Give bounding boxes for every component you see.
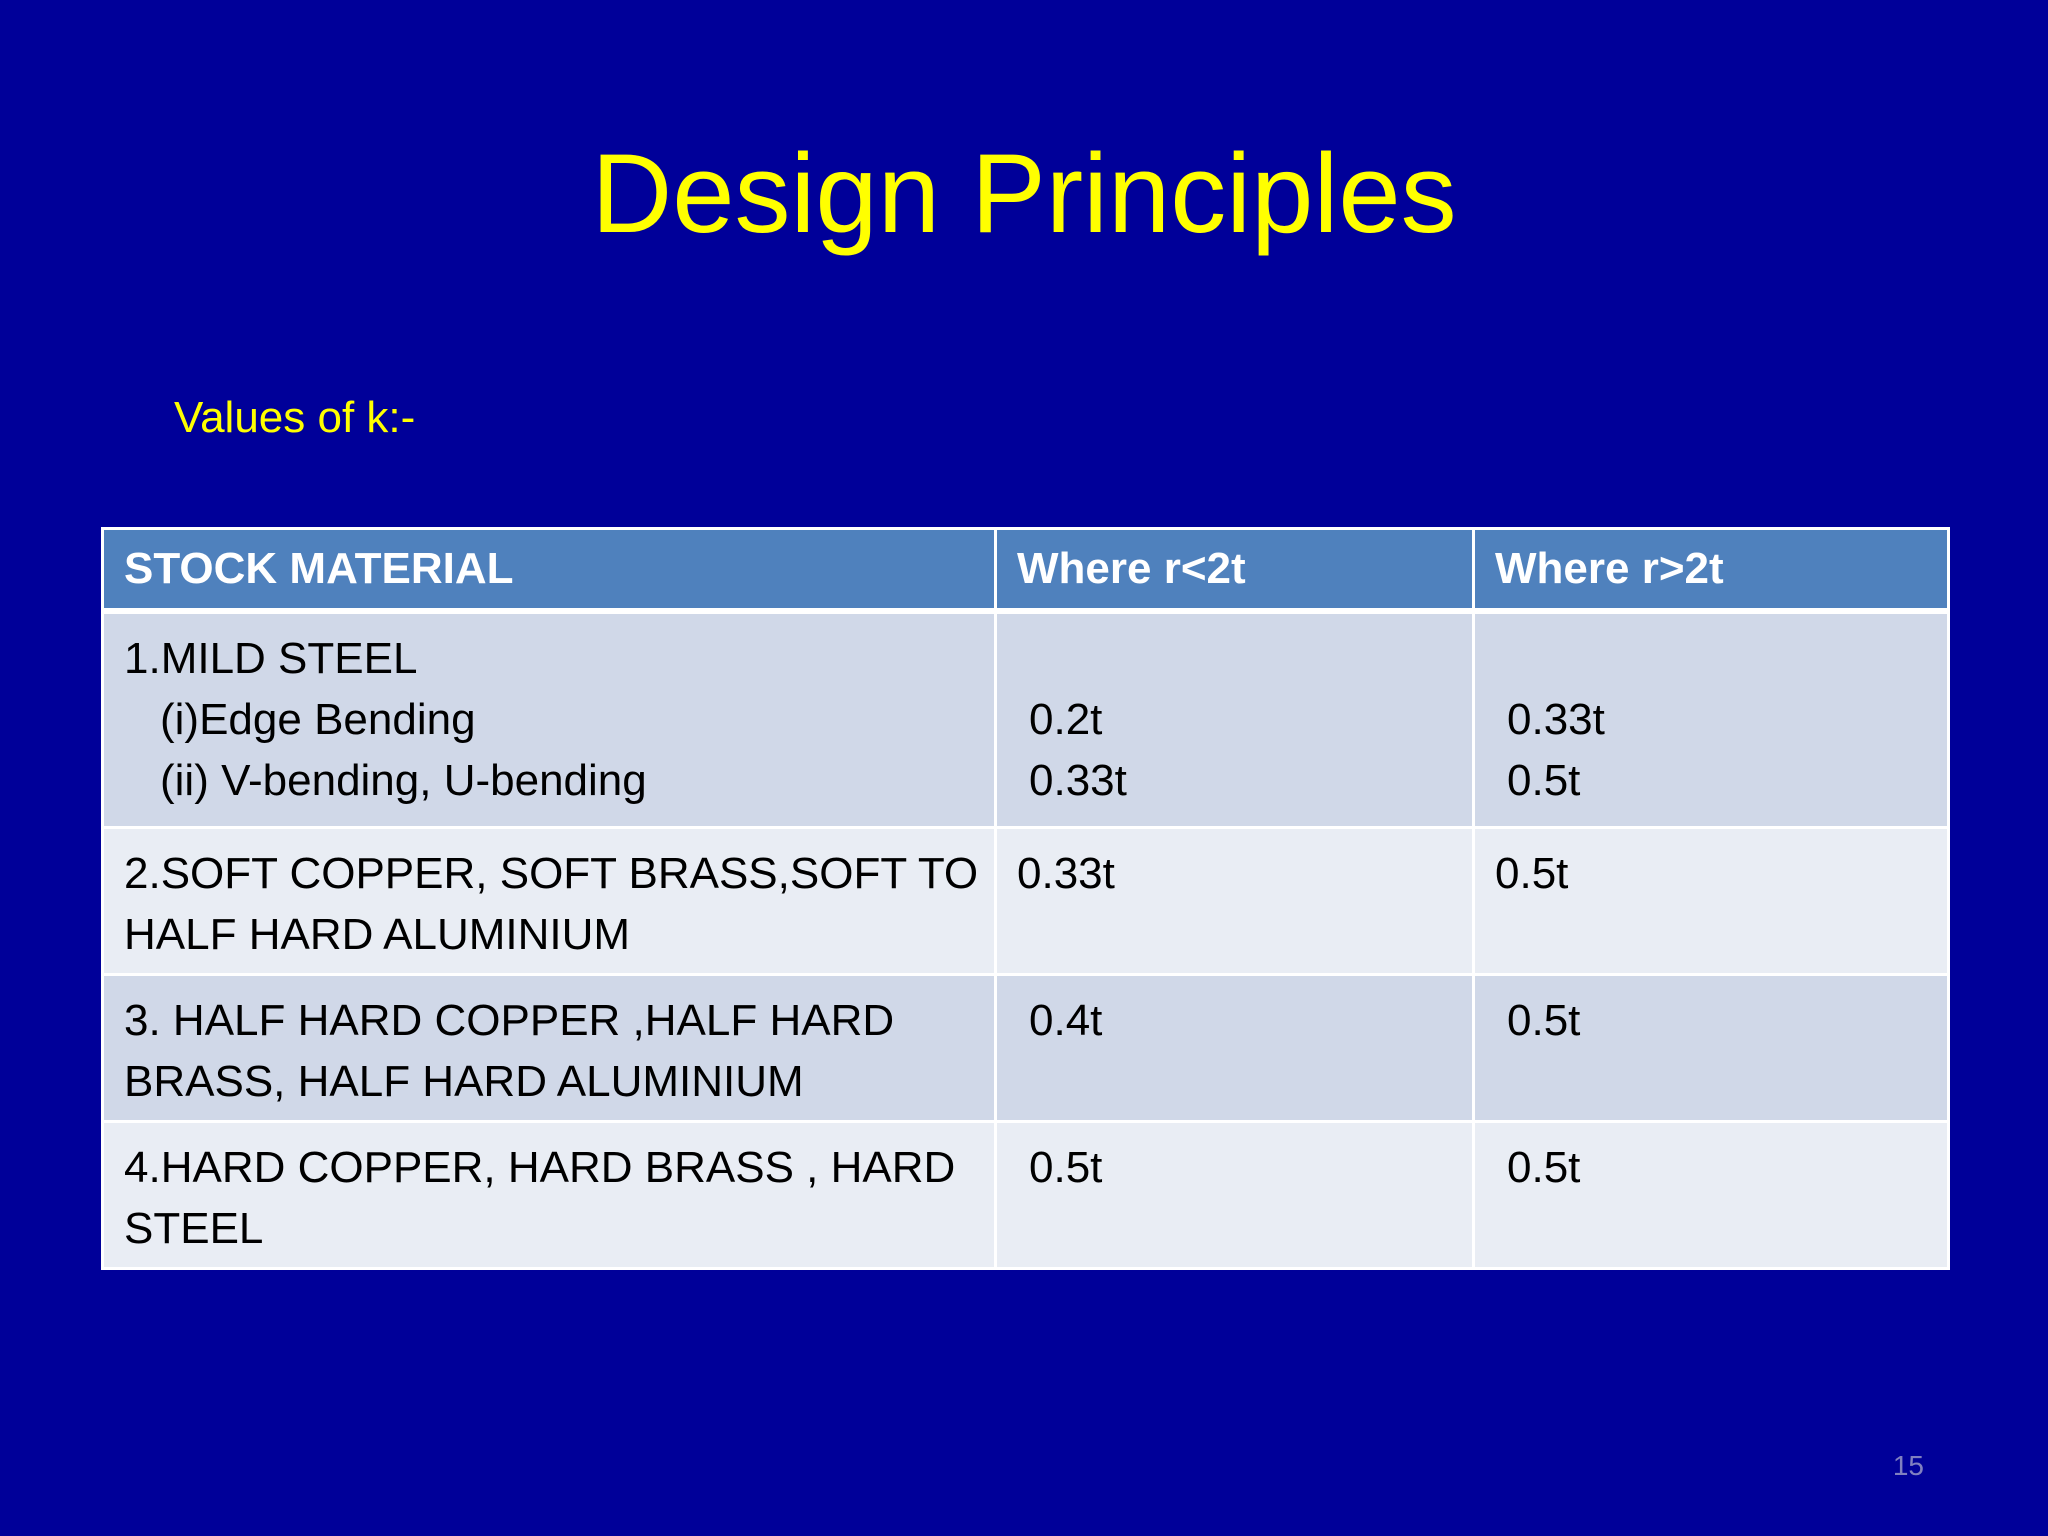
table-header-row: [103, 529, 1949, 612]
r-greater-than-2t-cell: [1474, 975, 1949, 1122]
material-line: 1.MILD STEEL: [124, 634, 418, 683]
table-row: [103, 611, 1949, 828]
k-value: 0.4t: [1029, 996, 1103, 1045]
values-of-k-label: Values of k:-: [174, 393, 416, 442]
k-value: 0.2t: [1029, 695, 1103, 744]
r-less-than-2t-cell: [996, 828, 1474, 975]
table-row: [103, 1122, 1949, 1269]
k-value: 0.33t: [1029, 756, 1127, 805]
k-value: 0.5t: [1495, 849, 1569, 898]
header-r-greater-than-2t: Where r>2t: [1474, 529, 1949, 612]
material-cell: [103, 611, 996, 828]
material-line: HALF HARD ALUMINIUM: [124, 910, 631, 959]
k-value: 0.33t: [1507, 695, 1605, 744]
table-row: [103, 975, 1949, 1122]
material-cell: [103, 1122, 996, 1269]
header-stock-material: STOCK MATERIAL: [103, 529, 996, 612]
material-cell: [103, 975, 996, 1122]
material-line: 3. HALF HARD COPPER ,HALF HARD: [124, 996, 895, 1045]
material-line: 2.SOFT COPPER, SOFT BRASS,SOFT TO: [124, 849, 979, 898]
material-line: STEEL: [124, 1204, 264, 1253]
r-greater-than-2t-cell: [1474, 828, 1949, 975]
material-cell: [103, 828, 996, 975]
material-line: (ii) V-bending, U-bending: [160, 756, 647, 805]
r-less-than-2t-cell: [996, 1122, 1474, 1269]
k-value: 0.5t: [1029, 1143, 1103, 1192]
r-less-than-2t-cell: [996, 611, 1474, 828]
material-line: (i)Edge Bending: [160, 695, 476, 744]
table-row: [103, 828, 1949, 975]
k-value: 0.5t: [1507, 996, 1581, 1045]
r-greater-than-2t-cell: [1474, 1122, 1949, 1269]
header-r-less-than-2t: Where r<2t: [996, 529, 1474, 612]
r-less-than-2t-cell: [996, 975, 1474, 1122]
k-value: 0.5t: [1507, 1143, 1581, 1192]
k-value: 0.5t: [1507, 756, 1581, 805]
material-line: BRASS, HALF HARD ALUMINIUM: [124, 1057, 804, 1106]
slide-title: Design Principles: [591, 131, 1457, 256]
material-line: 4.HARD COPPER, HARD BRASS , HARD: [124, 1143, 956, 1192]
slide-page-number: 15: [1892, 1450, 1924, 1481]
k-value: 0.33t: [1017, 849, 1115, 898]
k-values-table: [101, 527, 1950, 1270]
r-greater-than-2t-cell: [1474, 611, 1949, 828]
